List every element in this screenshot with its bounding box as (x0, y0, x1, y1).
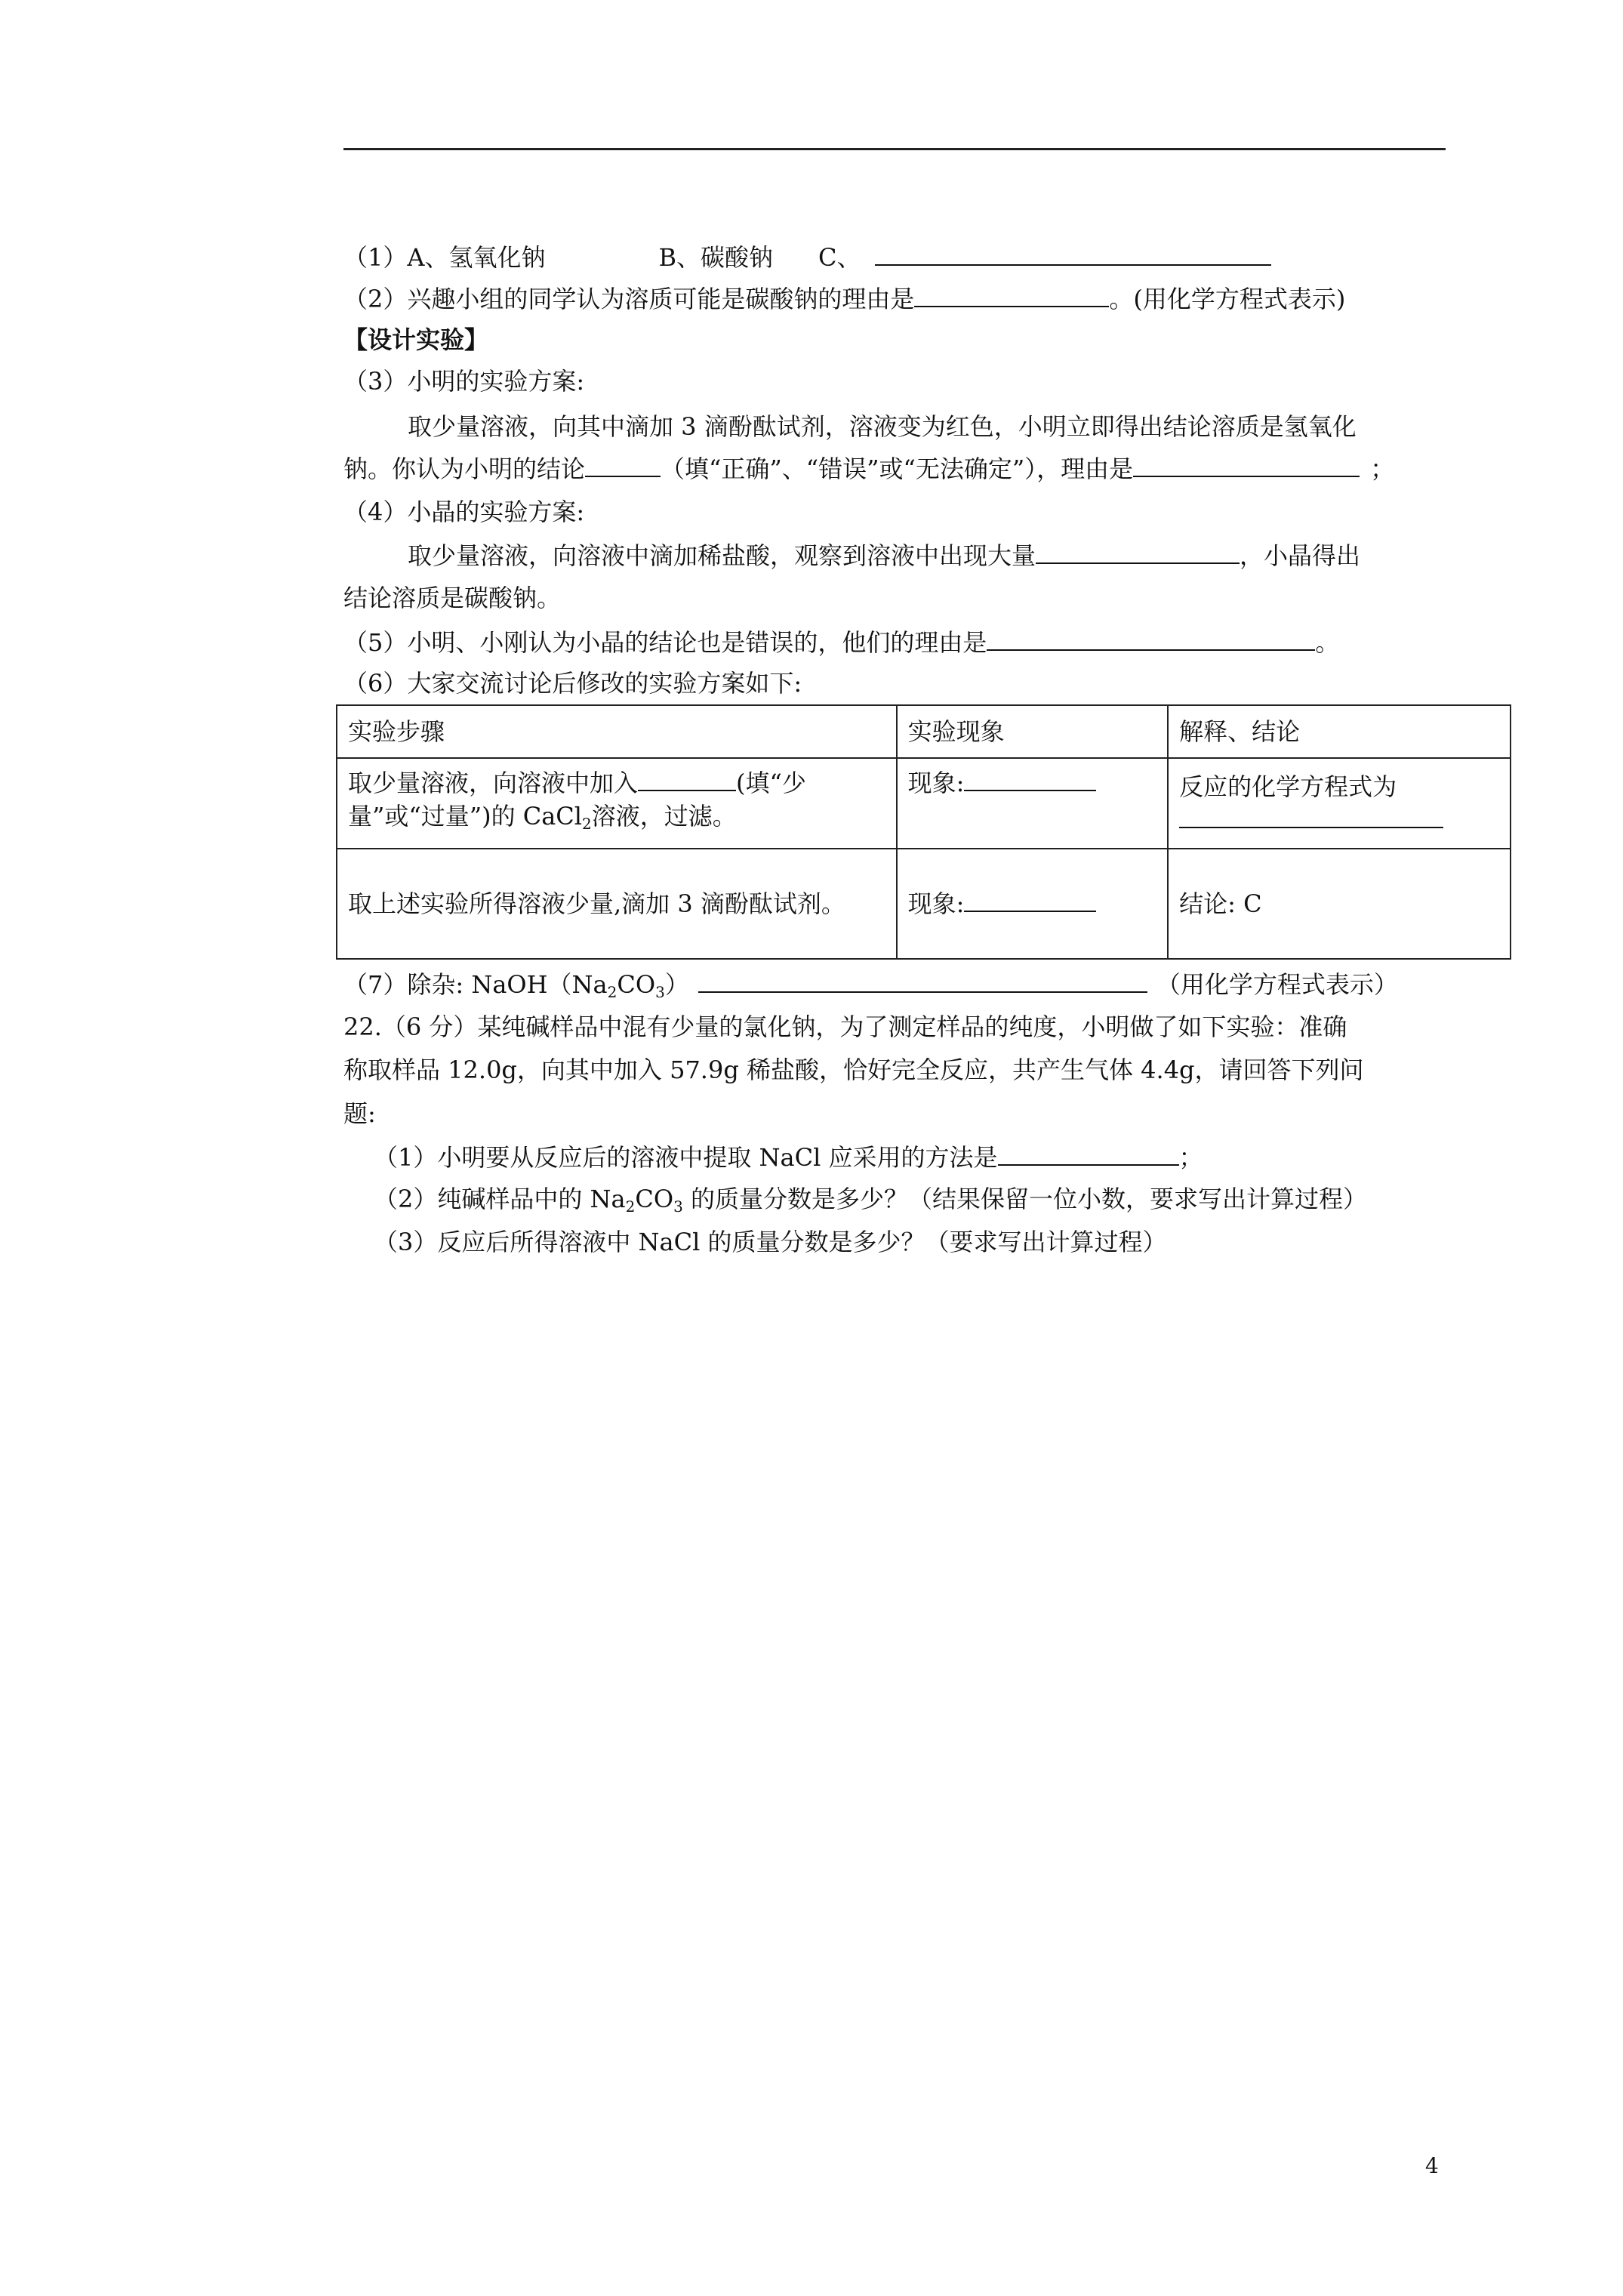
row2-step: 取上述实验所得溶液少量,滴加 3 滴酚酞试剂。 (337, 849, 897, 959)
question-3-line2: 钠。你认为小明的结论 （填“正确”、“错误”或“无法确定”），理由是 ； (343, 455, 1395, 483)
answer-blank-phenomenon-1[interactable] (964, 767, 1096, 791)
question-6-title: （6）大家交流讨论后修改的实验方案如下: (343, 669, 802, 698)
page-number: 4 (1425, 2153, 1439, 2178)
answer-blank-q5[interactable] (987, 627, 1315, 651)
answer-blank-q2[interactable] (914, 283, 1109, 307)
question-4-title: （4）小晶的实验方案: (343, 498, 585, 526)
option-c: C、 (818, 243, 861, 272)
answer-blank-phenomenon-2[interactable] (964, 888, 1096, 912)
question-7-line: （7）除杂: $NaOH(Na_2CO_3)$ （用化学方程式表示） (343, 970, 1398, 1001)
question-22-line1: 22.（6 分）某纯碱样品中混有少量的氯化钠，为了测定样品的纯度，小明做了如下实验：准确 (343, 1012, 1347, 1041)
question-3-title: （3）小明的实验方案: (343, 367, 585, 396)
question-22-sub3: （3）反应后所得溶液中 NaCl 的质量分数是多少？（要求写出计算过程） (374, 1228, 1167, 1256)
question-22-sub2: （2）纯碱样品中的 $Na_2CO_3$ 的质量分数是多少？（结果保留一位小数，要求写出计算过程） (374, 1185, 1367, 1216)
question-22-line3: 题: (343, 1099, 376, 1128)
question-5-line: （5）小明、小刚认为小晶的结论也是错误的，他们的理由是 。 (343, 628, 1340, 657)
header-conclusion: 解释、结论 (1168, 705, 1511, 758)
question-22-line2: 称取样品 12.0g，向其中加入 57.9g 稀盐酸，恰好完全反应，共产生气体 4.4g，请回答下列问 (343, 1056, 1364, 1084)
answer-blank-q4[interactable] (1036, 540, 1240, 564)
row2-conclusion: 结论: C (1168, 849, 1511, 959)
header-rule (343, 148, 1446, 150)
question-2-line: （2）兴趣小组的同学认为溶质可能是碳酸钠的理由是 。(用化学方程式表示) (343, 285, 1346, 313)
answer-blank-q3-reason[interactable] (1133, 453, 1360, 477)
section-title: 【设计实验】 (343, 325, 489, 354)
header-steps: 实验步骤 (337, 705, 897, 758)
answer-blank-q3-conclusion[interactable] (585, 453, 661, 477)
question-4-line2: 结论溶质是碳酸钠。 (343, 584, 562, 612)
table-row (337, 849, 1511, 959)
question-1-line (343, 242, 1271, 273)
question-22-sub1: （1）小明要从反应后的溶液中提取 NaCl 应采用的方法是 ； (374, 1143, 1203, 1172)
table-header-row (337, 705, 1511, 758)
question-4-line1: 取少量溶液，向溶液中滴加稀盐酸，观察到溶液中出现大量 ，小晶得出 (408, 541, 1361, 570)
table-row (337, 758, 1511, 849)
row1-phenomenon: 现象: (897, 758, 1169, 849)
answer-blank-q22-method[interactable] (998, 1142, 1179, 1166)
question-3-line1: 取少量溶液，向其中滴加 3 滴酚酞试剂，溶液变为红色，小明立即得出结论溶质是氢氧化 (408, 412, 1357, 441)
header-phenomenon: 实验现象 (897, 705, 1169, 758)
option-b: B、碳酸钠 (658, 243, 774, 272)
answer-blank-amount[interactable] (638, 767, 736, 791)
option-a: （1）A、氢氧化钠 (343, 243, 546, 272)
experiment-table (336, 704, 1511, 960)
row1-conclusion: 反应的化学方程式为 (1168, 758, 1511, 849)
answer-blank-equation[interactable] (1179, 804, 1443, 828)
answer-blank-c[interactable] (875, 242, 1271, 266)
answer-blank-q7[interactable] (698, 969, 1147, 993)
row1-step: 取少量溶液，向溶液中加入 (填“少 量”或“过量”)的 CaCl$_2$溶液，过滤。 (337, 758, 897, 849)
row2-phenomenon: 现象: (897, 849, 1169, 959)
